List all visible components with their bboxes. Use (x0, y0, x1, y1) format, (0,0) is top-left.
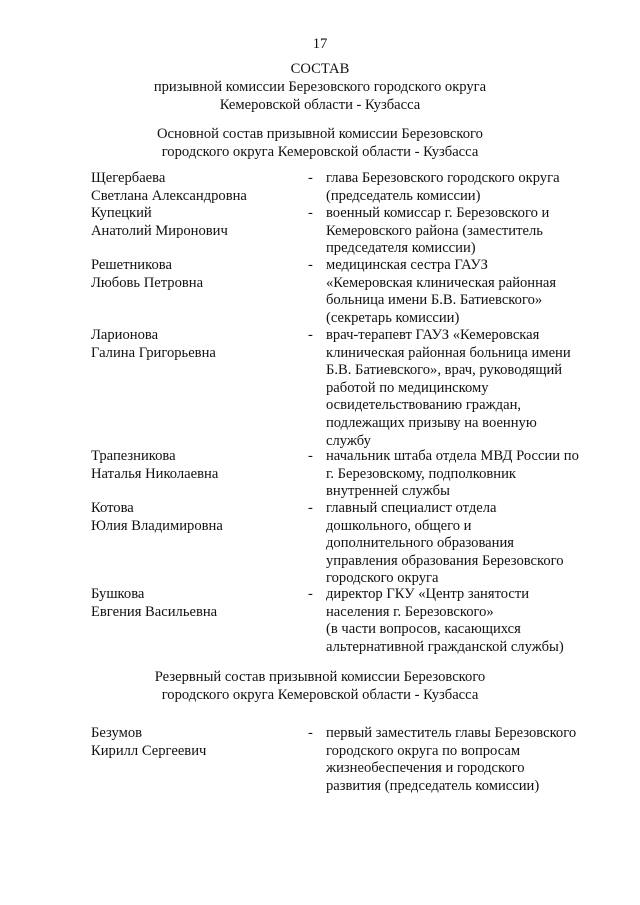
member-dash: - (308, 586, 313, 602)
member-given-name: Юлия Владимировна (91, 517, 223, 534)
member-position (326, 327, 596, 450)
member-name (91, 586, 291, 621)
member-name (91, 500, 291, 535)
member-dash: - (308, 725, 313, 741)
position-line: управления образования Березовского (326, 552, 564, 569)
position-line: больница имени Б.В. Батиевского» (326, 292, 543, 309)
position-line: подлежащих призыву на военную (326, 414, 537, 431)
position-line: альтернативной гражданской службы) (326, 638, 564, 655)
member-position (326, 448, 596, 501)
section-heading-reserve (0, 669, 640, 704)
member-dash: - (308, 448, 313, 464)
position-line: военный комиссар г. Березовского и (326, 205, 550, 221)
member-surname: Ларионова (91, 327, 159, 343)
member-given-name: Анатолий Миронович (91, 222, 228, 239)
position-line: работой по медицинскому (326, 379, 489, 396)
member-dash: - (308, 205, 313, 221)
position-line: председателя комиссии) (326, 240, 476, 257)
member-position (326, 500, 596, 588)
position-line: начальник штаба отдела МВД России по (326, 448, 579, 464)
member-given-name: Кирилл Сергеевич (91, 742, 207, 759)
position-line: «Кемеровская клиническая районная (326, 274, 557, 291)
member-name (91, 205, 291, 240)
position-line: городского округа по вопросам (326, 742, 521, 759)
member-surname: Безумов (91, 725, 143, 741)
member-position (326, 205, 596, 258)
document-title: СОСТАВ (290, 61, 350, 77)
member-name (91, 448, 291, 483)
position-line: освидетельствованию граждан, (326, 397, 522, 414)
member-name (91, 257, 291, 292)
position-line: медицинская сестра ГАУЗ (326, 257, 488, 273)
position-line: Б.В. Батиевского», врач, руководящий (326, 362, 563, 379)
section-heading-main-line-2: городского округа Кемеровской области - Кузбасса (161, 143, 479, 160)
position-line: (председатель комиссии) (326, 187, 481, 204)
document-subtitle-line-2: Кемеровской области - Кузбасса (219, 97, 421, 113)
member-position (326, 257, 596, 327)
position-line: врач-терапевт ГАУЗ «Кемеровская (326, 327, 540, 343)
position-line: дошкольного, общего и (326, 517, 472, 534)
member-surname: Бушкова (91, 586, 145, 602)
member-surname: Котова (91, 500, 134, 516)
member-surname: Решетникова (91, 257, 172, 273)
section-heading-reserve-line-2: городского округа Кемеровской области - Кузбасса (161, 686, 479, 703)
member-surname: Трапезникова (91, 448, 176, 464)
member-given-name: Галина Григорьевна (91, 344, 216, 361)
member-dash: - (308, 170, 313, 186)
position-line: глава Березовского городского округа (326, 170, 560, 186)
member-given-name: Наталья Николаевна (91, 465, 219, 482)
member-given-name: Светлана Александровна (91, 187, 247, 204)
member-given-name: Любовь Петровна (91, 274, 204, 291)
member-dash: - (308, 500, 313, 516)
page-number: 17 (312, 36, 328, 52)
member-dash: - (308, 257, 313, 273)
position-line: (секретарь комиссии) (326, 309, 460, 326)
section-heading-main (0, 126, 640, 161)
member-surname: Купецкий (91, 205, 152, 221)
member-given-name: Евгения Васильевна (91, 603, 218, 620)
position-line: службу (326, 432, 371, 449)
document-subtitle-line-1: призывной комиссии Березовского городского округа (153, 79, 487, 95)
position-line: дополнительного образования (326, 535, 514, 552)
member-name (91, 725, 291, 760)
position-line: городского округа (326, 570, 439, 587)
member-surname: Щегербаева (91, 170, 166, 186)
section-heading-main-line-1: Основной состав призывной комиссии Березовского (157, 126, 483, 142)
position-line: первый заместитель главы Березовского (326, 725, 577, 741)
position-line: (в части вопросов, касающихся (326, 621, 521, 638)
member-position (326, 586, 596, 656)
position-line: директор ГКУ «Центр занятости (326, 586, 530, 602)
member-position (326, 170, 596, 205)
position-line: Кемеровского района (заместитель (326, 222, 543, 239)
position-line: клиническая районная больница имени (326, 344, 571, 361)
section-heading-reserve-line-1: Резервный состав призывной комиссии Березовского (154, 669, 486, 685)
position-line: г. Березовскому, подполковник (326, 465, 516, 482)
member-name (91, 327, 291, 362)
position-line: развития (председатель комиссии) (326, 777, 540, 794)
position-line: главный специалист отдела (326, 500, 497, 516)
position-line: внутренней службы (326, 483, 450, 500)
member-position (326, 725, 596, 795)
position-line: жизнеобеспечения и городского (326, 760, 525, 777)
member-dash: - (308, 327, 313, 343)
position-line: населения г. Березовского» (326, 603, 494, 620)
member-name (91, 170, 291, 205)
